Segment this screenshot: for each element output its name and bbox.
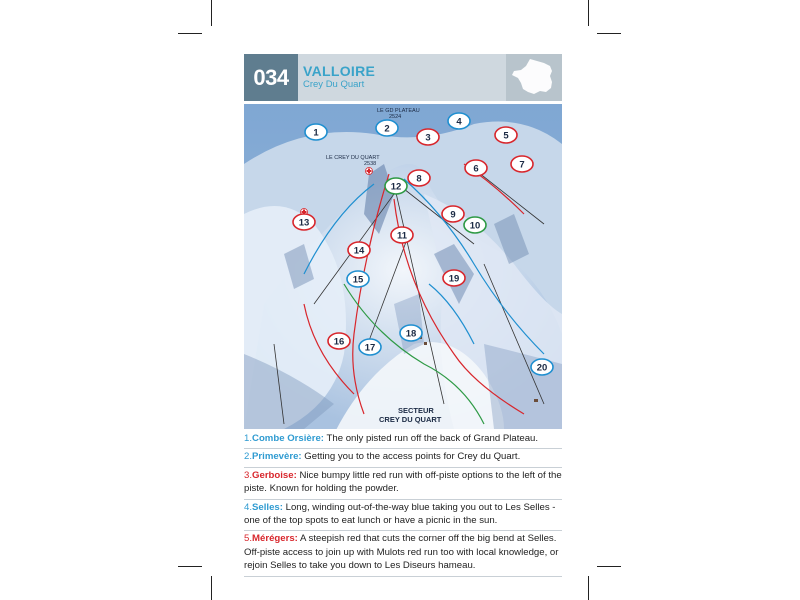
run-marker-label: 10 bbox=[469, 220, 481, 232]
run-marker-10 bbox=[464, 217, 486, 233]
map-label-crey: LE CREY DU QUART bbox=[326, 155, 380, 161]
run-marker-label: 4 bbox=[456, 116, 462, 128]
run-marker-label: 3 bbox=[425, 132, 431, 144]
run-description bbox=[244, 431, 562, 449]
run-marker-label: 20 bbox=[536, 362, 548, 374]
run-marker-label: 7 bbox=[519, 159, 525, 171]
run-marker-label: 9 bbox=[450, 209, 456, 221]
run-marker-label: 14 bbox=[353, 245, 365, 257]
run-name: Mérégers: bbox=[252, 533, 298, 545]
run-description bbox=[244, 531, 562, 576]
run-marker-8 bbox=[408, 170, 430, 186]
run-marker-6 bbox=[465, 160, 487, 176]
crop-mark bbox=[588, 576, 589, 600]
run-marker-label: 16 bbox=[333, 336, 345, 348]
run-text: Long, winding out-of-the-way blue taking you out to Les Selles - one of the top spots to eat lunch or have a picnic in the sun. bbox=[244, 501, 556, 527]
run-number: 2. bbox=[244, 451, 253, 463]
run-marker-label: 17 bbox=[364, 342, 376, 354]
run-marker-label: 13 bbox=[298, 217, 310, 229]
run-marker-label: 5 bbox=[503, 130, 509, 142]
run-marker-label: 11 bbox=[396, 230, 408, 242]
run-marker-label: 8 bbox=[416, 173, 422, 185]
run-text: The only pisted run off the back of Grand Plateau. bbox=[324, 433, 539, 444]
piste-map bbox=[244, 104, 562, 429]
run-number: 4. bbox=[244, 501, 253, 513]
map-label-plateau: LE GD PLATEAU bbox=[377, 108, 420, 114]
card-header bbox=[244, 54, 562, 101]
run-description bbox=[244, 500, 562, 532]
run-name: Gerboise: bbox=[252, 469, 297, 481]
run-marker-label: 18 bbox=[405, 328, 417, 340]
crop-mark bbox=[211, 0, 212, 26]
france-map-icon bbox=[506, 54, 562, 101]
crop-mark bbox=[597, 566, 621, 567]
map-label-secteur: SECTEUR bbox=[398, 406, 434, 415]
run-marker-9 bbox=[442, 206, 464, 222]
run-marker-13 bbox=[293, 214, 315, 230]
run-marker-15 bbox=[347, 271, 369, 287]
run-descriptions bbox=[244, 431, 562, 577]
run-marker-17 bbox=[359, 339, 381, 355]
run-marker-label: 19 bbox=[448, 273, 460, 285]
run-marker-16 bbox=[328, 333, 350, 349]
piste-card bbox=[244, 54, 562, 572]
map-label-crey-alt: 2538 bbox=[364, 161, 377, 167]
run-text: A steepish red that cuts the corner off the big bend at Selles. Off-piste access to join up with Mulots red run too with local knowledge, or rejoin Selles to take you down to Les Diseurs hameau. bbox=[244, 533, 559, 572]
run-marker-20 bbox=[531, 359, 553, 375]
run-number: 3. bbox=[244, 469, 253, 481]
run-text: Nice bumpy little red run with off-piste options to the left of the piste. Known for holding the powder. bbox=[244, 469, 562, 495]
run-marker-14 bbox=[348, 242, 370, 258]
map-label-secteur2: CREY DU QUART bbox=[379, 415, 442, 424]
run-marker-11 bbox=[391, 227, 413, 243]
crop-mark bbox=[597, 33, 621, 34]
map-label-plateau-alt: 2524 bbox=[389, 114, 402, 120]
run-marker-label: 6 bbox=[473, 163, 479, 175]
run-number: 5. bbox=[244, 533, 253, 545]
run-marker-label: 1 bbox=[313, 127, 319, 139]
crop-mark bbox=[178, 566, 202, 567]
run-marker-label: 15 bbox=[352, 274, 364, 286]
run-marker-5 bbox=[495, 127, 517, 143]
card-title: VALLOIRE bbox=[303, 63, 376, 79]
run-marker-19 bbox=[443, 270, 465, 286]
card-number: 034 bbox=[244, 54, 298, 101]
run-description bbox=[244, 468, 562, 500]
crop-mark bbox=[211, 576, 212, 600]
first-aid-icon bbox=[366, 168, 373, 175]
run-name: Combe Orsière: bbox=[252, 433, 324, 444]
run-number: 1. bbox=[244, 433, 253, 444]
run-marker-18 bbox=[400, 325, 422, 341]
run-marker-7 bbox=[511, 156, 533, 172]
run-text: Getting you to the access points for Crey du Quart. bbox=[301, 451, 521, 463]
card-subtitle: Crey Du Quart bbox=[303, 79, 365, 90]
run-marker-12 bbox=[385, 178, 407, 194]
run-description bbox=[244, 449, 562, 467]
run-name: Selles: bbox=[252, 501, 283, 513]
crop-mark bbox=[178, 33, 202, 34]
run-marker-4 bbox=[448, 113, 470, 129]
crop-mark bbox=[588, 0, 589, 26]
run-marker-label: 2 bbox=[384, 123, 390, 135]
run-marker-label: 12 bbox=[390, 181, 402, 193]
run-marker-3 bbox=[417, 129, 439, 145]
run-marker-2 bbox=[376, 120, 398, 136]
run-marker-1 bbox=[305, 124, 327, 140]
run-name: Primevère: bbox=[252, 451, 302, 463]
